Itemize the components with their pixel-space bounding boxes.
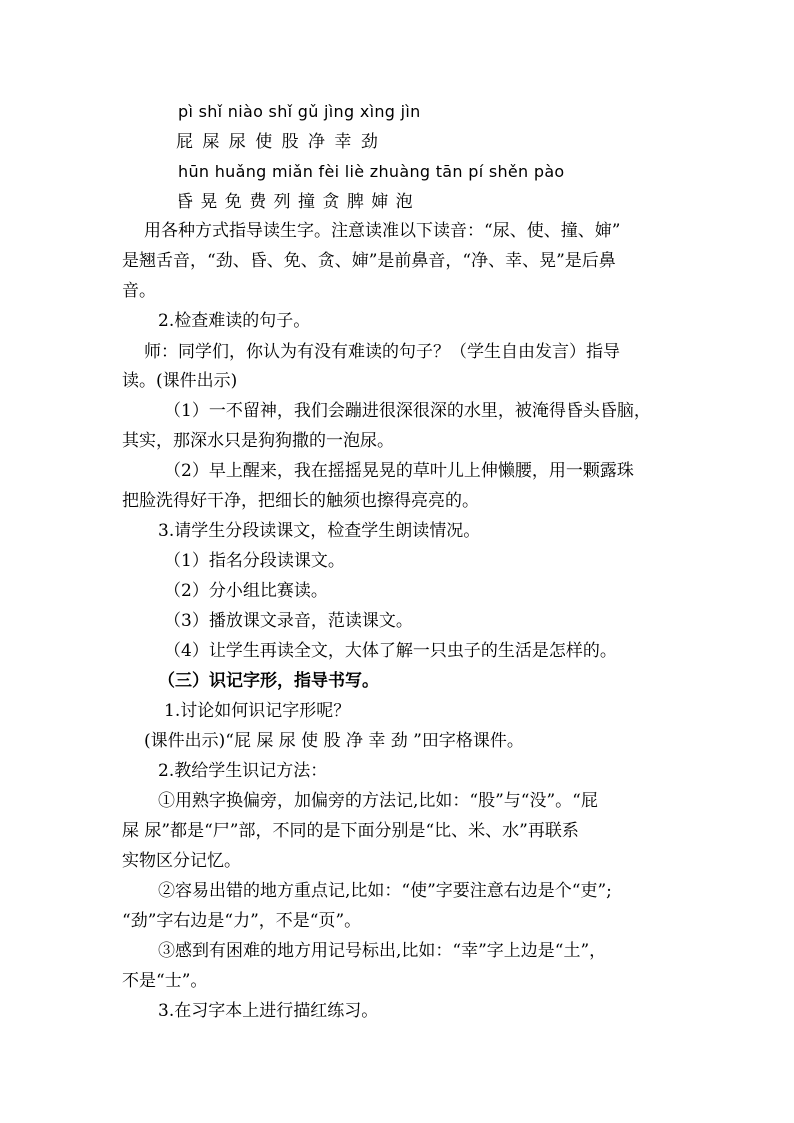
character-row-2: 昏 晃 免 费 列 撞 贪 脾 婶 泡: [176, 192, 414, 212]
paragraph-line: 音。: [122, 281, 156, 301]
example-sentence-2: （2）早上醒来，我在摇摇晃晃的草叶儿上伸懒腰，用一颗露珠: [164, 461, 634, 481]
method-1: ①用熟字换偏旁，加偏旁的方法记,比如：“股”与“没”。“屁: [158, 791, 598, 811]
courseware-line: (课件出示)“屁 屎 尿 使 股 净 幸 劲 ”田字格课件。: [144, 731, 524, 751]
paragraph-line: 用各种方式指导读生字。注意读准以下读音：“尿、使、撞、婶”: [144, 221, 621, 241]
method-3: ③感到有困难的地方用记号标出,比如：“幸”字上边是“土”，: [158, 941, 607, 961]
paragraph-line: 是翘舌音，“劲、昏、免、贪、婶”是前鼻音，“净、幸、晃”是后鼻: [122, 251, 616, 271]
pinyin-row-2: hūn huǎng miǎn fèi liè zhuàng tān pí shěn pào: [178, 162, 565, 181]
paragraph-line: 师：同学们，你认为有没有难读的句子？（学生自由发言）指导: [144, 342, 620, 362]
pinyin-row-1: pì shǐ niào shǐ gǔ jìng xìng jìn: [178, 102, 421, 121]
sub-item: （3）播放课文录音，范读课文。: [164, 611, 413, 631]
section-heading: （三）识记字形，指导书写。: [158, 671, 379, 691]
section-item: 3.在习字本上进行描红练习。: [158, 1001, 379, 1021]
method-1-cont: 实物区分记忆。: [122, 851, 241, 871]
example-sentence-1-cont: 其实，那深水只是狗狗撒的一泡尿。: [122, 431, 394, 451]
example-sentence-1: （1）一不留神，我们会蹦进很深很深的水里，被淹得昏头昏脑，: [164, 401, 651, 421]
sub-item: （2）分小组比赛读。: [164, 581, 328, 601]
method-2: ②容易出错的地方重点记,比如：“使”字要注意右边是个“吏”;: [158, 881, 612, 901]
sub-item: （1）指名分段读课文。: [164, 551, 345, 571]
section-item: 2.检查难读的句子。: [158, 311, 311, 331]
section-item: 3.请学生分段读课文，检查学生朗读情况。: [158, 521, 481, 541]
character-row-1: 屁 屎 尿 使 股 净 幸 劲: [176, 132, 380, 152]
example-sentence-2-cont: 把脸洗得好干净，把细长的触须也擦得亮亮的。: [122, 491, 479, 511]
method-3-cont: 不是“士”。: [122, 971, 208, 991]
paragraph-line: 读。(课件出示): [122, 371, 238, 391]
section-item: 1.讨论如何识记字形呢？: [164, 701, 351, 721]
section-item: 2.教给学生识记方法：: [158, 761, 328, 781]
method-2-cont: “劲”字右边是“力”，不是“页”。: [122, 911, 362, 931]
sub-item: （4）让学生再读全文，大体了解一只虫子的生活是怎样的。: [164, 641, 617, 661]
method-1-cont: 屎 尿”都是“尸”部，不同的是下面分别是“比、米、水”再联系: [122, 821, 579, 841]
